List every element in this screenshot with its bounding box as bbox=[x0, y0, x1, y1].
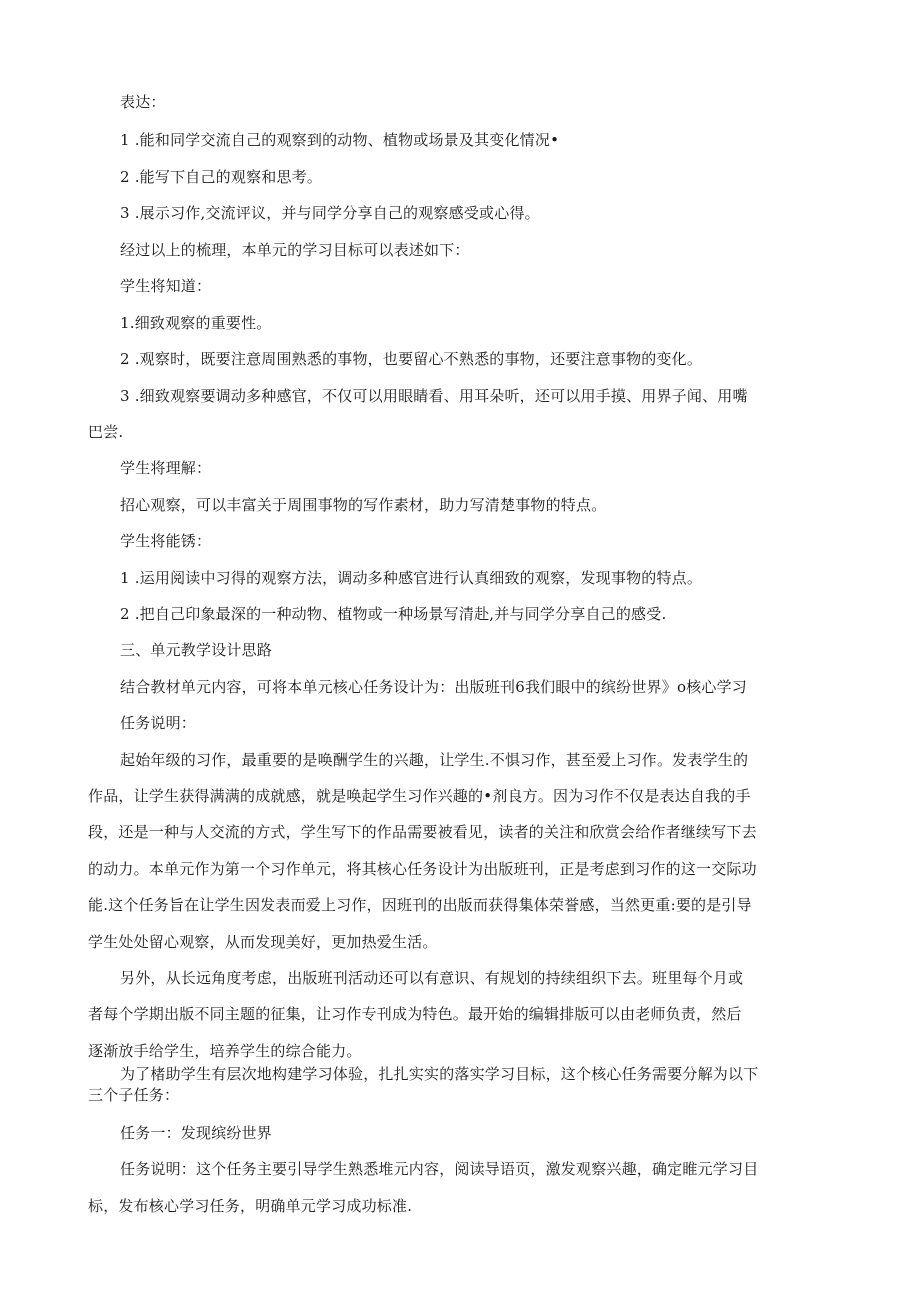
list-item: 2 .能写下自己的观察和思考。 bbox=[120, 168, 323, 186]
section-heading: 三、单元教学设计思路 bbox=[120, 641, 273, 659]
task-heading: 任务一：发现缤纷世界 bbox=[120, 1124, 273, 1142]
paragraph-line: 经过以上的梳理，本单元的学习目标可以表述如下： bbox=[120, 241, 470, 259]
list-item: 3 .细致观察要调动多种感官，不仅可以用眼睛看、用耳朵听，还可以用手摸、用界子闻、用嘴 bbox=[120, 387, 748, 405]
section-label-able: 学生将能锈： bbox=[120, 532, 212, 550]
paragraph-line: 的动力。本单元作为第一个习作单元，将其核心任务设计为出版班刊，正是考虑到习作的这一交际功 bbox=[88, 860, 757, 878]
paragraph-line: 结合教材单元内容，可将本单元核心任务设计为：出版班刊6我们眼中的缤纷世界》o核心学习 bbox=[120, 678, 747, 696]
paragraph-line: 起始年级的习作，最重要的是唤酬学生的兴趣，让学生.不惧习作，甚至爱上习作。发表学生的 bbox=[120, 751, 749, 769]
paragraph-line: 招心观察，可以丰富关于周围事物的写作素材，助力写清楚事物的特点。 bbox=[120, 496, 607, 514]
list-item: 1.细致观察的重要性。 bbox=[120, 314, 272, 332]
list-item: 2 .观察时，既要注意周围熟悉的事物，也要留心不熟悉的事物，还要注意事物的变化。 bbox=[120, 350, 703, 368]
section-label-know: 学生将知道： bbox=[120, 277, 212, 295]
section-label-understand: 学生将理解： bbox=[120, 459, 212, 477]
section-label-expression: 表达： bbox=[120, 93, 166, 111]
paragraph-line: 作品，让学生获得满满的成就感，就是唤起学生习作兴趣的•剂良方。因为习作不仅是表达自我的手 bbox=[88, 787, 751, 805]
list-item: 1 .运用阅读中习得的观察方法，调动多种感官进行认真细致的观察，发现事物的特点。 bbox=[120, 569, 703, 587]
paragraph-line: 任务说明：这个任务主要引导学生熟悉堆元内容，阅读导语页，激发观察兴趣，确定睢元学习目 bbox=[120, 1160, 759, 1178]
paragraph-line: 能.这个任务旨在让学生因发表而爱上习作，因班刊的出版而获得集体荣誉感，当然更重:要的是引导 bbox=[88, 896, 752, 914]
list-item: 2 .把自己印象最深的一种动物、植物或一种场景写清赴,并与同学分享自己的感受. bbox=[120, 605, 667, 623]
paragraph-line: 学生处处留心观察，从而发现美好，更加热爱生活。 bbox=[88, 933, 438, 951]
paragraph-line: 任务说明： bbox=[120, 714, 197, 732]
list-item: 3 .展示习作,交流评议，并与同学分享自己的观察感受或心得。 bbox=[120, 204, 540, 222]
paragraph-line: 者每个学期出版不同主题的征集，让习作专刊成为特色。最开始的编辑排版可以由老师负责，然后 bbox=[88, 1005, 742, 1023]
list-item: 1 .能和同学交流自己的观察到的动物、植物或场景及其变化情况• bbox=[120, 131, 560, 149]
list-item-continuation: 巴尝. bbox=[88, 423, 124, 441]
paragraph-line: 三个子任务： bbox=[88, 1086, 180, 1104]
paragraph-line: 逐渐放手给学生，培养学生的综合能力。 bbox=[88, 1042, 362, 1060]
paragraph-line: 为了楮助学生有层次地构建学习体验，扎扎实实的落实学习目标，这个核心任务需要分解为以下 bbox=[120, 1065, 759, 1083]
paragraph-line: 段，还是一种与人交流的方式，学生写下的作品需要被看见，读者的关注和欣赏会给作者继续写下去 bbox=[88, 823, 757, 841]
paragraph-line: 另外，从长远角度考虑，出版班刊活动还可以有意识、有规划的持续组织下去。班里每个月或 bbox=[120, 969, 744, 987]
paragraph-line: 标，发布核心学习任务，明确单元学习成功标准. bbox=[88, 1197, 413, 1215]
